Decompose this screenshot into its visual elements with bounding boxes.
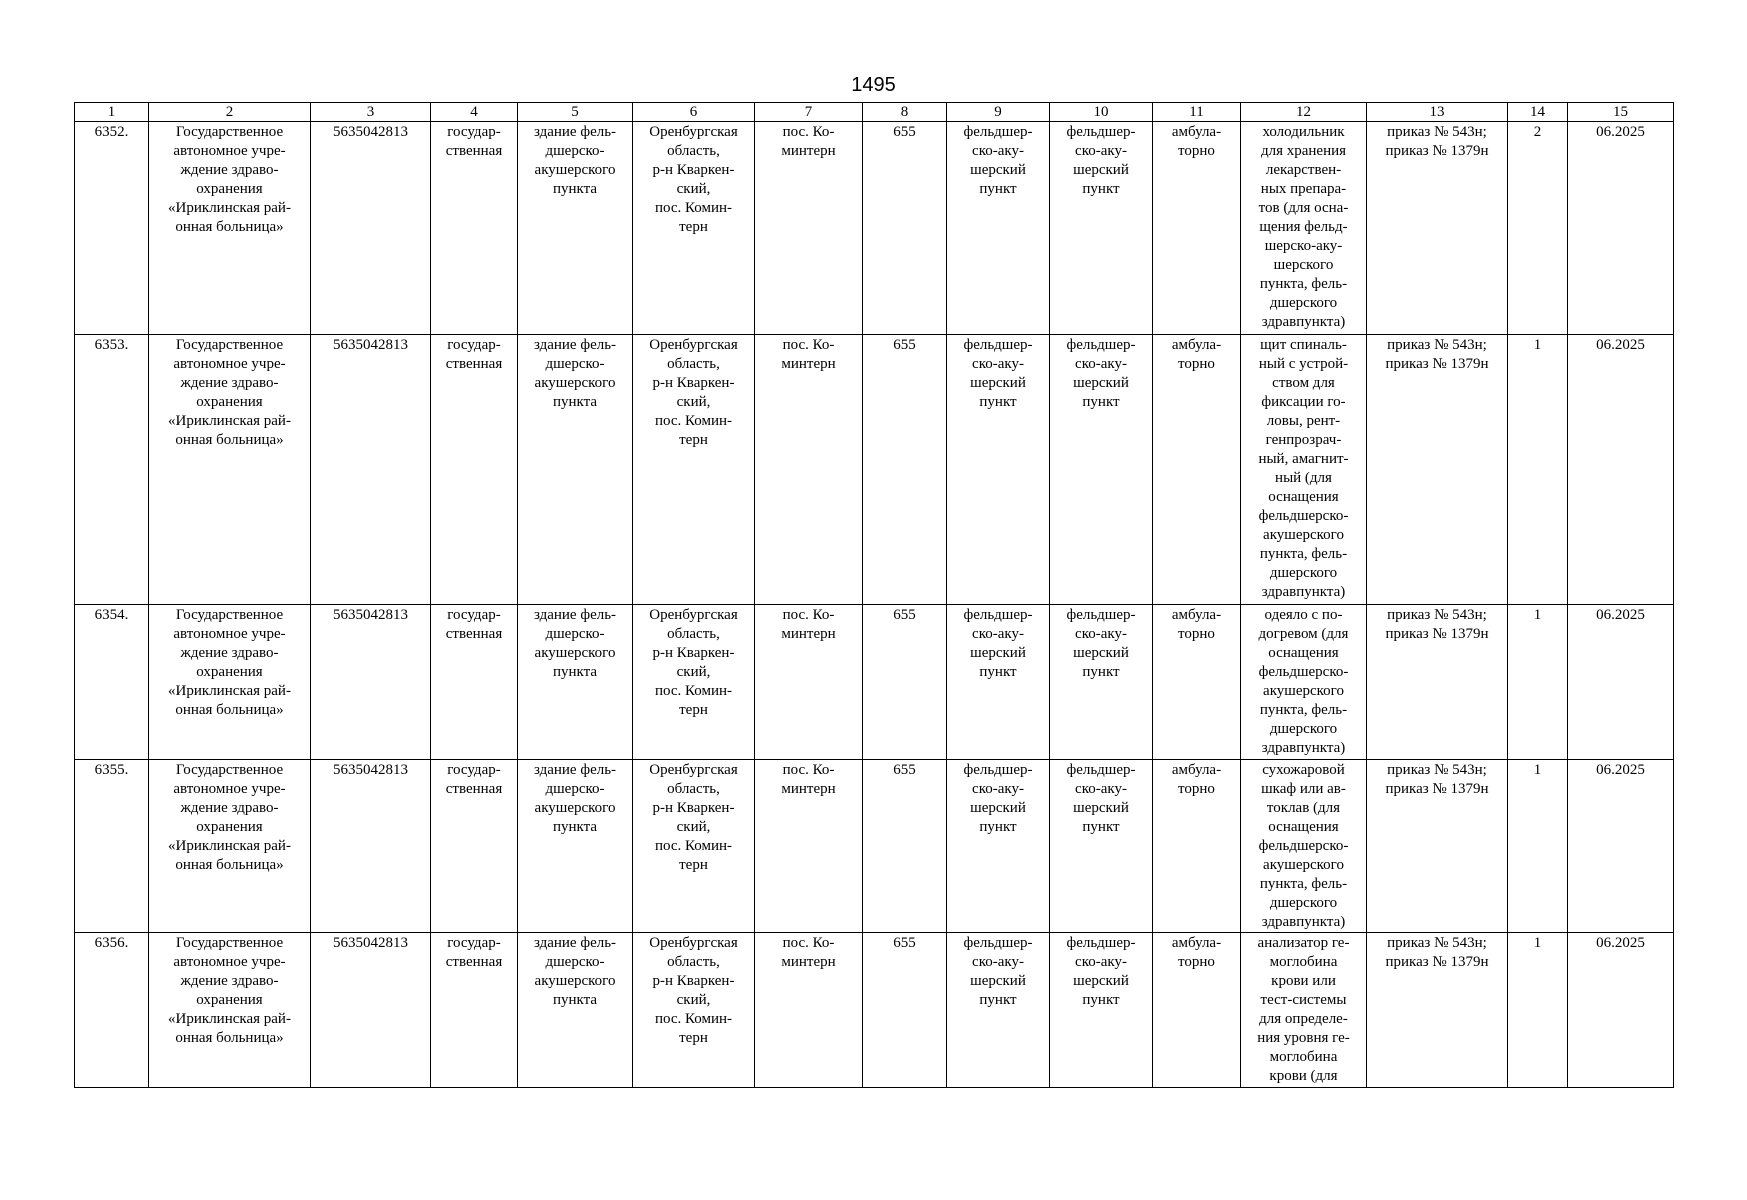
cell-quantity: 1	[1508, 760, 1568, 933]
cell-population: 655	[863, 605, 947, 760]
cell-inn: 5635042813	[311, 933, 431, 1088]
column-number: 10	[1050, 103, 1153, 122]
cell-organization: Государственное автономное учре- ждение здраво- охранения «Ириклинская рай- онная больница»	[149, 605, 311, 760]
cell-building: здание фель- дшерско- акушерского пункта	[518, 335, 633, 605]
cell-unit-name: фельдшер- ско-аку- шерский пункт	[1050, 933, 1153, 1088]
table-row	[75, 122, 1674, 335]
cell-order: приказ № 543н; приказ № 1379н	[1367, 122, 1508, 335]
cell-unit-name: фельдшер- ско-аку- шерский пункт	[1050, 335, 1153, 605]
cell-quantity: 1	[1508, 605, 1568, 760]
cell-ownership: государ- ственная	[431, 335, 518, 605]
cell-unit-type: фельдшер- ско-аку- шерский пункт	[947, 933, 1050, 1088]
cell-population: 655	[863, 122, 947, 335]
cell-inn: 5635042813	[311, 122, 431, 335]
column-number: 5	[518, 103, 633, 122]
cell-quantity: 1	[1508, 335, 1568, 605]
cell-equipment: щит спиналь- ный с устрой- ством для фиксации го- ловы, рент- генпрозрач- ный, амагнит- ный (для оснащения фельдшерско- акушерского пункта, фель- дшерского здравпункта)	[1241, 335, 1367, 605]
cell-date: 06.2025	[1568, 335, 1674, 605]
cell-quantity: 1	[1508, 933, 1568, 1088]
cell-inn: 5635042813	[311, 760, 431, 933]
cell-building: здание фель- дшерско- акушерского пункта	[518, 760, 633, 933]
cell-unit-name: фельдшер- ско-аку- шерский пункт	[1050, 122, 1153, 335]
cell-care-form: амбула- торно	[1153, 335, 1241, 605]
cell-date: 06.2025	[1568, 122, 1674, 335]
column-number: 11	[1153, 103, 1241, 122]
column-number: 1	[75, 103, 149, 122]
cell-population: 655	[863, 760, 947, 933]
cell-number: 6354.	[75, 605, 149, 760]
table-row	[75, 760, 1674, 933]
column-number: 14	[1508, 103, 1568, 122]
cell-building: здание фель- дшерско- акушерского пункта	[518, 605, 633, 760]
column-number: 6	[633, 103, 755, 122]
cell-equipment: анализатор ге- моглобина крови или тест-системы для определе- ния уровня ге- моглобина крови (для	[1241, 933, 1367, 1088]
cell-population: 655	[863, 335, 947, 605]
cell-number: 6352.	[75, 122, 149, 335]
cell-order: приказ № 543н; приказ № 1379н	[1367, 335, 1508, 605]
registry-table	[74, 102, 1674, 1088]
cell-ownership: государ- ственная	[431, 605, 518, 760]
cell-inn: 5635042813	[311, 335, 431, 605]
cell-care-form: амбула- торно	[1153, 760, 1241, 933]
cell-equipment: сухожаровой шкаф или ав- токлав (для оснащения фельдшерско- акушерского пункта, фель- дшерского здравпункта)	[1241, 760, 1367, 933]
cell-number: 6355.	[75, 760, 149, 933]
cell-order: приказ № 543н; приказ № 1379н	[1367, 933, 1508, 1088]
column-number: 15	[1568, 103, 1674, 122]
cell-ownership: государ- ственная	[431, 122, 518, 335]
cell-building: здание фель- дшерско- акушерского пункта	[518, 122, 633, 335]
cell-address: Оренбургская область, р-н Кваркен- ский, пос. Комин- терн	[633, 335, 755, 605]
cell-address: Оренбургская область, р-н Кваркен- ский, пос. Комин- терн	[633, 933, 755, 1088]
table-row	[75, 335, 1674, 605]
cell-quantity: 2	[1508, 122, 1568, 335]
cell-date: 06.2025	[1568, 933, 1674, 1088]
cell-unit-type: фельдшер- ско-аку- шерский пункт	[947, 122, 1050, 335]
table-row	[75, 605, 1674, 760]
cell-building: здание фель- дшерско- акушерского пункта	[518, 933, 633, 1088]
cell-care-form: амбула- торно	[1153, 605, 1241, 760]
table-row	[75, 933, 1674, 1088]
cell-address: Оренбургская область, р-н Кваркен- ский, пос. Комин- терн	[633, 122, 755, 335]
cell-equipment: одеяло с по- догревом (для оснащения фельдшерско- акушерского пункта, фель- дшерского здравпункта)	[1241, 605, 1367, 760]
column-number: 2	[149, 103, 311, 122]
cell-order: приказ № 543н; приказ № 1379н	[1367, 605, 1508, 760]
cell-order: приказ № 543н; приказ № 1379н	[1367, 760, 1508, 933]
cell-unit-type: фельдшер- ско-аку- шерский пункт	[947, 335, 1050, 605]
column-number: 13	[1367, 103, 1508, 122]
column-number: 12	[1241, 103, 1367, 122]
cell-unit-type: фельдшер- ско-аку- шерский пункт	[947, 605, 1050, 760]
cell-number: 6356.	[75, 933, 149, 1088]
cell-settlement: пос. Ко- минтерн	[755, 122, 863, 335]
column-number-row	[75, 103, 1674, 122]
cell-organization: Государственное автономное учре- ждение здраво- охранения «Ириклинская рай- онная больница»	[149, 933, 311, 1088]
cell-ownership: государ- ственная	[431, 933, 518, 1088]
cell-equipment: холодильник для хранения лекарствен- ных препара- тов (для осна- щения фельд- шерско-аку- шерского пункта, фель- дшерского здравпункта)	[1241, 122, 1367, 335]
cell-population: 655	[863, 933, 947, 1088]
column-number: 4	[431, 103, 518, 122]
cell-organization: Государственное автономное учре- ждение здраво- охранения «Ириклинская рай- онная больница»	[149, 760, 311, 933]
cell-ownership: государ- ственная	[431, 760, 518, 933]
cell-settlement: пос. Ко- минтерн	[755, 760, 863, 933]
cell-address: Оренбургская область, р-н Кваркен- ский, пос. Комин- терн	[633, 605, 755, 760]
cell-organization: Государственное автономное учре- ждение здраво- охранения «Ириклинская рай- онная больница»	[149, 335, 311, 605]
column-number: 3	[311, 103, 431, 122]
cell-settlement: пос. Ко- минтерн	[755, 335, 863, 605]
cell-care-form: амбула- торно	[1153, 933, 1241, 1088]
cell-care-form: амбула- торно	[1153, 122, 1241, 335]
column-number: 7	[755, 103, 863, 122]
cell-inn: 5635042813	[311, 605, 431, 760]
cell-address: Оренбургская область, р-н Кваркен- ский, пос. Комин- терн	[633, 760, 755, 933]
column-number: 8	[863, 103, 947, 122]
cell-date: 06.2025	[1568, 605, 1674, 760]
cell-number: 6353.	[75, 335, 149, 605]
cell-organization: Государственное автономное учре- ждение здраво- охранения «Ириклинская рай- онная больница»	[149, 122, 311, 335]
column-number: 9	[947, 103, 1050, 122]
cell-settlement: пос. Ко- минтерн	[755, 605, 863, 760]
cell-unit-name: фельдшер- ско-аку- шерский пункт	[1050, 605, 1153, 760]
cell-date: 06.2025	[1568, 760, 1674, 933]
cell-unit-name: фельдшер- ско-аку- шерский пункт	[1050, 760, 1153, 933]
cell-unit-type: фельдшер- ско-аку- шерский пункт	[947, 760, 1050, 933]
cell-settlement: пос. Ко- минтерн	[755, 933, 863, 1088]
page-number: 1495	[851, 74, 896, 96]
